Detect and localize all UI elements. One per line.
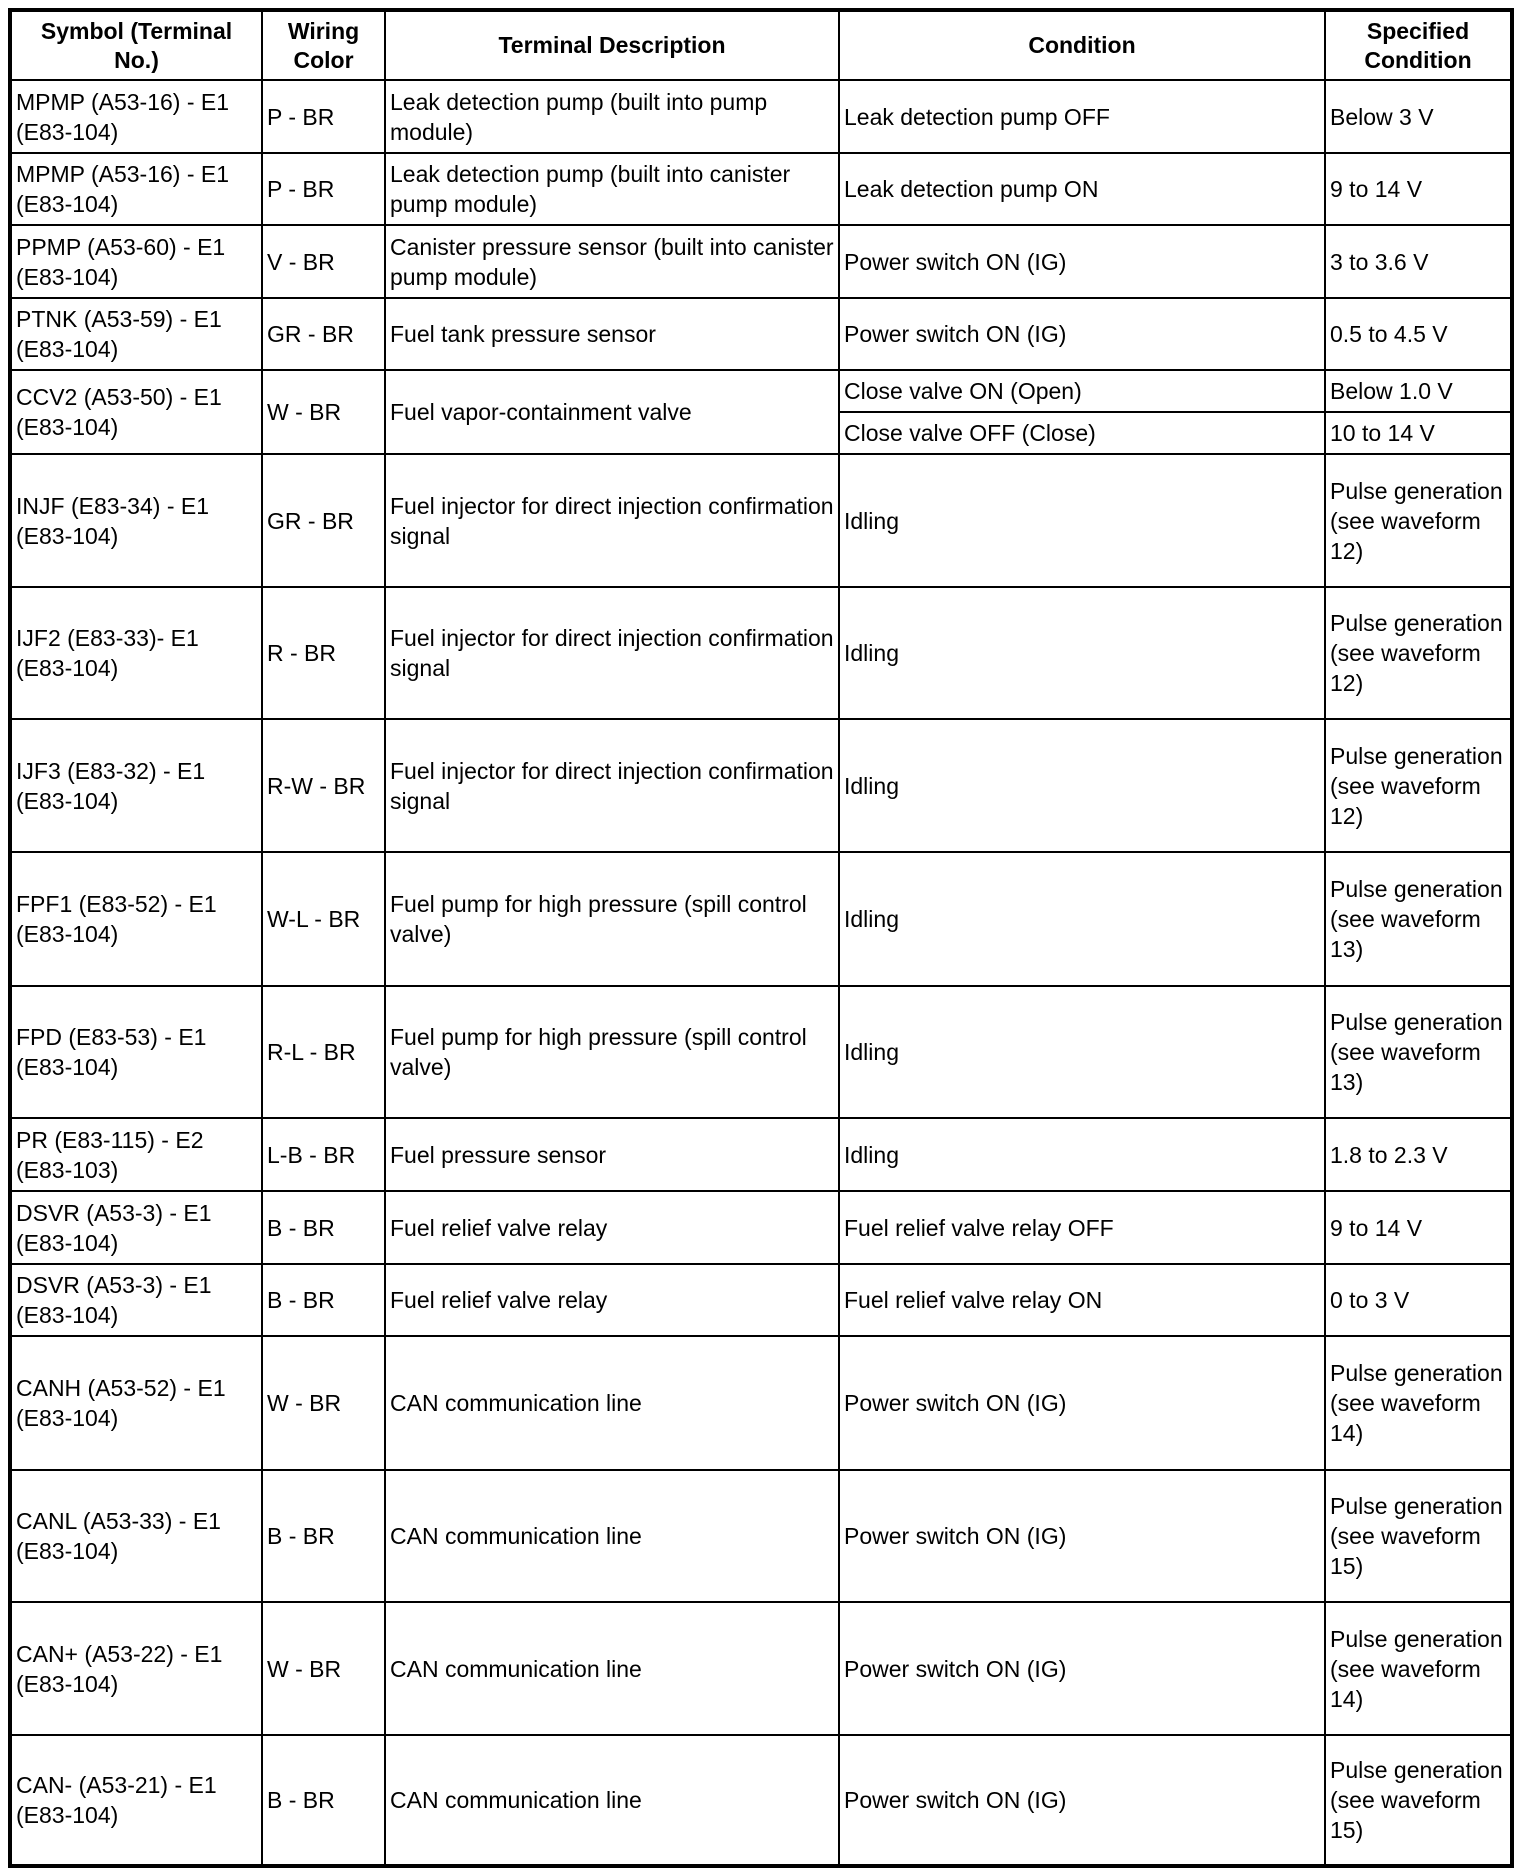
specified-condition-cell: Pulse generation (see waveform 12)	[1325, 719, 1512, 852]
description-cell: Fuel pump for high pressure (spill control valve)	[385, 986, 839, 1118]
condition-cell: Fuel relief valve relay OFF	[839, 1191, 1325, 1264]
wiring-color-cell: R-W - BR	[262, 719, 385, 852]
condition-cell: Power switch ON (IG)	[839, 1470, 1325, 1602]
symbol-cell: DSVR (A53-3) - E1 (E83-104)	[10, 1191, 262, 1264]
wiring-color-cell: B - BR	[262, 1470, 385, 1602]
table-row	[10, 1264, 1512, 1336]
table-row	[10, 587, 1512, 719]
symbol-cell: CANH (A53-52) - E1 (E83-104)	[10, 1336, 262, 1470]
wiring-color-cell: P - BR	[262, 80, 385, 153]
specified-condition-cell: 9 to 14 V	[1325, 1191, 1512, 1264]
condition-cell: Power switch ON (IG)	[839, 225, 1325, 298]
wiring-color-cell: W - BR	[262, 1336, 385, 1470]
header-row	[10, 10, 1512, 80]
description-cell: CAN communication line	[385, 1470, 839, 1602]
symbol-cell: CCV2 (A53-50) - E1 (E83-104)	[10, 370, 262, 454]
description-cell: Fuel injector for direct injection confirmation signal	[385, 719, 839, 852]
specified-condition-cell: Pulse generation (see waveform 14)	[1325, 1336, 1512, 1470]
symbol-cell: CAN- (A53-21) - E1 (E83-104)	[10, 1735, 262, 1866]
wiring-color-cell: W-L - BR	[262, 852, 385, 986]
condition-cell: Idling	[839, 1118, 1325, 1191]
header-wiring-color: Wiring Color	[262, 10, 385, 80]
table-row	[10, 225, 1512, 298]
wiring-color-cell: W - BR	[262, 1602, 385, 1735]
symbol-cell: CANL (A53-33) - E1 (E83-104)	[10, 1470, 262, 1602]
symbol-cell: INJF (E83-34) - E1 (E83-104)	[10, 454, 262, 587]
wiring-color-cell: GR - BR	[262, 298, 385, 370]
table-row	[10, 454, 1512, 587]
specified-condition-cell: 1.8 to 2.3 V	[1325, 1118, 1512, 1191]
wiring-color-cell: B - BR	[262, 1264, 385, 1336]
specified-condition-cell: 0 to 3 V	[1325, 1264, 1512, 1336]
wiring-color-cell: V - BR	[262, 225, 385, 298]
header-condition: Condition	[839, 10, 1325, 80]
symbol-cell: IJF3 (E83-32) - E1 (E83-104)	[10, 719, 262, 852]
condition-cell: Idling	[839, 454, 1325, 587]
description-cell: Fuel pressure sensor	[385, 1118, 839, 1191]
header-symbol: Symbol (Terminal No.)	[10, 10, 262, 80]
condition-cell: Power switch ON (IG)	[839, 1602, 1325, 1735]
wiring-color-cell: B - BR	[262, 1735, 385, 1866]
header-specified-condition: Specified Condition	[1325, 10, 1512, 80]
specified-condition-cell: 3 to 3.6 V	[1325, 225, 1512, 298]
condition-cell: Leak detection pump OFF	[839, 80, 1325, 153]
table-row	[10, 370, 1512, 412]
header-terminal-description: Terminal Description	[385, 10, 839, 80]
wiring-color-cell: R-L - BR	[262, 986, 385, 1118]
description-cell: Leak detection pump (built into pump module)	[385, 80, 839, 153]
table-row	[10, 80, 1512, 153]
symbol-cell: MPMP (A53-16) - E1 (E83-104)	[10, 80, 262, 153]
specified-condition-cell: Pulse generation (see waveform 14)	[1325, 1602, 1512, 1735]
description-cell: Leak detection pump (built into canister pump module)	[385, 153, 839, 225]
description-cell: Fuel relief valve relay	[385, 1264, 839, 1336]
description-cell: Fuel tank pressure sensor	[385, 298, 839, 370]
table-row	[10, 298, 1512, 370]
specified-condition-cell: 9 to 14 V	[1325, 153, 1512, 225]
wiring-color-cell: R - BR	[262, 587, 385, 719]
specified-condition-cell: Pulse generation (see waveform 13)	[1325, 986, 1512, 1118]
symbol-cell: MPMP (A53-16) - E1 (E83-104)	[10, 153, 262, 225]
specified-condition-cell: Below 1.0 V	[1325, 370, 1512, 412]
wiring-color-cell: W - BR	[262, 370, 385, 454]
condition-cell: Close valve OFF (Close)	[839, 412, 1325, 454]
description-cell: Fuel relief valve relay	[385, 1191, 839, 1264]
specified-condition-cell: Below 3 V	[1325, 80, 1512, 153]
symbol-cell: PTNK (A53-59) - E1 (E83-104)	[10, 298, 262, 370]
table-row	[10, 153, 1512, 225]
condition-cell: Idling	[839, 986, 1325, 1118]
wiring-color-cell: GR - BR	[262, 454, 385, 587]
symbol-cell: PPMP (A53-60) - E1 (E83-104)	[10, 225, 262, 298]
condition-cell: Power switch ON (IG)	[839, 298, 1325, 370]
symbol-cell: FPD (E83-53) - E1 (E83-104)	[10, 986, 262, 1118]
condition-cell: Leak detection pump ON	[839, 153, 1325, 225]
symbol-cell: CAN+ (A53-22) - E1 (E83-104)	[10, 1602, 262, 1735]
table-row	[10, 852, 1512, 986]
condition-cell: Idling	[839, 587, 1325, 719]
table-row	[10, 1191, 1512, 1264]
terminal-table	[8, 8, 1514, 1868]
condition-cell: Idling	[839, 852, 1325, 986]
specified-condition-cell: Pulse generation (see waveform 15)	[1325, 1470, 1512, 1602]
condition-cell: Close valve ON (Open)	[839, 370, 1325, 412]
condition-cell: Fuel relief valve relay ON	[839, 1264, 1325, 1336]
table-row	[10, 1118, 1512, 1191]
specified-condition-cell: Pulse generation (see waveform 13)	[1325, 852, 1512, 986]
table-row	[10, 1602, 1512, 1735]
description-cell: Fuel injector for direct injection confirmation signal	[385, 587, 839, 719]
symbol-cell: DSVR (A53-3) - E1 (E83-104)	[10, 1264, 262, 1336]
condition-cell: Idling	[839, 719, 1325, 852]
description-cell: Fuel pump for high pressure (spill control valve)	[385, 852, 839, 986]
description-cell: CAN communication line	[385, 1336, 839, 1470]
description-cell: Fuel vapor-containment valve	[385, 370, 839, 454]
specified-condition-cell: Pulse generation (see waveform 15)	[1325, 1735, 1512, 1866]
condition-cell: Power switch ON (IG)	[839, 1735, 1325, 1866]
symbol-cell: PR (E83-115) - E2 (E83-103)	[10, 1118, 262, 1191]
table-row	[10, 986, 1512, 1118]
description-cell: CAN communication line	[385, 1602, 839, 1735]
specified-condition-cell: 0.5 to 4.5 V	[1325, 298, 1512, 370]
wiring-color-cell: L-B - BR	[262, 1118, 385, 1191]
symbol-cell: IJF2 (E83-33)- E1 (E83-104)	[10, 587, 262, 719]
description-cell: Canister pressure sensor (built into canister pump module)	[385, 225, 839, 298]
table-row	[10, 719, 1512, 852]
table-row	[10, 1735, 1512, 1866]
condition-cell: Power switch ON (IG)	[839, 1336, 1325, 1470]
specified-condition-cell: Pulse generation (see waveform 12)	[1325, 454, 1512, 587]
specified-condition-cell: Pulse generation (see waveform 12)	[1325, 587, 1512, 719]
wiring-color-cell: P - BR	[262, 153, 385, 225]
specified-condition-cell: 10 to 14 V	[1325, 412, 1512, 454]
table-row	[10, 1470, 1512, 1602]
description-cell: CAN communication line	[385, 1735, 839, 1866]
wiring-color-cell: B - BR	[262, 1191, 385, 1264]
symbol-cell: FPF1 (E83-52) - E1 (E83-104)	[10, 852, 262, 986]
description-cell: Fuel injector for direct injection confirmation signal	[385, 454, 839, 587]
table-row	[10, 1336, 1512, 1470]
